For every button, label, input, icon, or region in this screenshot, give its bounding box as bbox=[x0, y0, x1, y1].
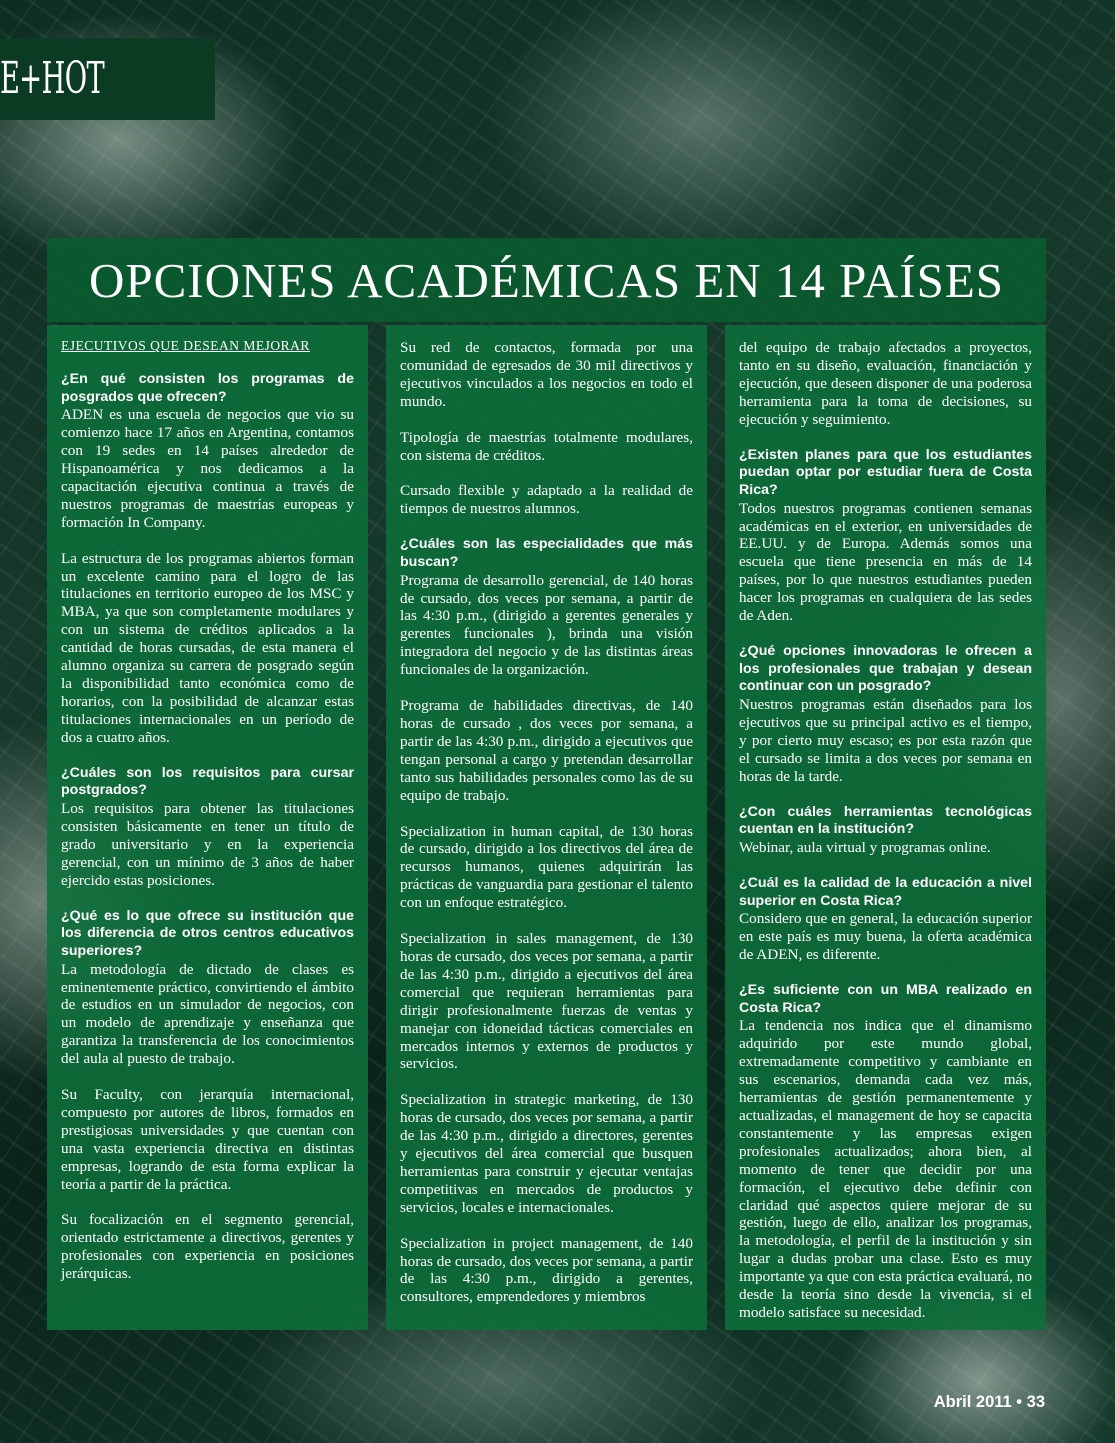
column-eyebrow: EJECUTIVOS QUE DESEAN MEJORAR bbox=[61, 338, 310, 353]
body-paragraph: Tipología de maestrías totalmente modulares, con sistema de créditos. bbox=[400, 428, 693, 464]
body-paragraph: La tendencia nos indica que el dinamismo adquirido por este mundo global, extremadamente competitivo y cambiante en sus escenarios, demanda cada vez más, herramientas de gestión permanentemente y actualizadas, el management de hoy se capacita constantemente y las empresas exigen profesionales actualizados; ahora bien, al momento de tener que decidir por una formación, el ejecutivo debe definir con claridad qué aspectos quiere mejorar de su gestión, luego de ello, analizar los programas, la metodología, el perfil de la institución y sin lugar a dudas probar una clase. Esto es muy importante ya que con esta práctica evaluará, no desde la teoría sino desde la vivencia, si el modelo satisface su necesidad. bbox=[739, 1017, 1032, 1321]
body-paragraph: ADEN es una escuela de negocios que vio su comienzo hace 17 años en Argentina, contamos con 19 sedes en 14 países alrededor de Hispanoamérica y nos dedicamos a la capacitación ejecutiva continua a través de nuestros programas de maestrías europeas y formación In Company. bbox=[61, 406, 354, 531]
body-paragraph: La estructura de los programas abiertos forman un excelente camino para el logro de las titulaciones en territorio europeo de los MSC y MBA, ya que son completamente modulares y con un sistema de créditos aplicados a la cantidad de horas cursadas, de esta manera el alumno organiza su carrera de posgrado según la disponibilidad tanto económica como de horarios, con la posibilidad de alcanzar estas titulaciones internacionales en un período de dos a cuatro años. bbox=[61, 549, 354, 746]
question-heading: ¿En qué consisten los programas de posgrados que ofrecen? bbox=[61, 370, 354, 405]
body-paragraph: Su red de contactos, formada por una comunidad de egresados de 30 mil directivos y ejecutivos vinculados a los negocios en todo el mundo. bbox=[400, 339, 693, 410]
question-heading: ¿Existen planes para que los estudiantes puedan optar por estudiar fuera de Costa Rica? bbox=[739, 446, 1032, 498]
article-column-1 bbox=[47, 325, 368, 1330]
body-paragraph: Cursado flexible y adaptado a la realidad de tiempos de nuestros alumnos. bbox=[400, 482, 693, 518]
body-paragraph: Todos nuestros programas contienen semanas académicas en el exterior, en universidades de EE.UU. y de Europa. Además somos una escuela que tiene presencia en más de 14 países, por lo que nuestros estudiantes pueden hacer los programas en cualquiera de las sedes de Aden. bbox=[739, 499, 1032, 625]
article-column-2 bbox=[386, 325, 707, 1330]
question-heading: ¿Es suficiente con un MBA realizado en Costa Rica? bbox=[739, 982, 1032, 1016]
body-paragraph: Specialization in strategic marketing, de 130 horas de cursado, dos veces por semana, a partir de las 4:30 p.m., dirigido a directores, gerentes y ejecutivos del área comercial que busquen herramientas para construir y ejecutar ventajas competitivas en mercados de productos y servicios, locales e internacionales. bbox=[400, 1091, 693, 1216]
question-heading: ¿Qué es lo que ofrece su institución que los diferencia de otros centros educativos superiores? bbox=[61, 907, 354, 959]
body-paragraph: Programa de desarrollo gerencial, de 140 horas de cursado, dos veces por semana, a partir de las 4:30 p.m., (dirigido a gerentes generales y gerentes funcionales ), brinda una visión integradora del negocio y de las distintas áreas funcionales de la organización. bbox=[400, 571, 693, 679]
body-paragraph: Specialization in project management, de 140 horas de cursado, dos veces por semana, a partir de las 4:30 p.m., dirigido a gerentes, consultores, emprendedores y miembros bbox=[400, 1234, 693, 1306]
body-paragraph: Webinar, aula virtual y programas online. bbox=[739, 839, 991, 857]
body-paragraph: Considero que en general, la educación superior en este país es muy buena, la oferta académica de ADEN, es diferente. bbox=[739, 910, 1032, 964]
article-title-bar bbox=[47, 238, 1046, 322]
body-paragraph: del equipo de trabajo afectados a proyectos, tanto en su diseño, evaluación, financiación y ejecución, que deseen disponer de una poderosa herramienta para la toma de decisiones, su ejecución y seguimiento. bbox=[739, 339, 1032, 428]
page-footer: Abril 2011 • 33 bbox=[933, 1393, 1045, 1411]
body-paragraph: Specialization in human capital, de 130 horas de cursado, dirigido a los directivos del área de recursos humanos, quienes adquirirán las prácticas de vanguardia para gestionar el talento con un enfoque estratégico. bbox=[400, 822, 693, 912]
question-heading: ¿Cuál es la calidad de la educación a nivel superior en Costa Rica? bbox=[739, 874, 1032, 909]
body-paragraph: Programa de habilidades directivas, de 140 horas de cursado , dos veces por semana, a partir de las 4:30 p.m., dirigido a ejecutivos que tengan personal a cargo y pretendan desarrollar tanto sus habilidades personales como las de su equipo de trabajo. bbox=[400, 697, 693, 804]
body-paragraph: Su focalización en el segmento gerencial, orientado estrictamente a directivos, gerentes y profesionales con experiencia en posiciones jerárquicas. bbox=[61, 1211, 354, 1283]
body-paragraph: Nuestros programas están diseñados para los ejecutivos que su principal activo es el tiempo, y por cierto muy escaso; es por esta razón que el cursado se limita a dos veces por semana en horas de la tarde. bbox=[739, 696, 1032, 785]
section-tag bbox=[0, 38, 215, 120]
body-paragraph: Specialization in sales management, de 130 horas de cursado, dos veces por semana, a partir de las 4:30 p.m., dirigido a ejecutivos del área comercial que requieran herramientas para dirigir profesionalmente fuerzas de ventas y manejar con idoneidad tácticas comerciales en mercados internos y externos de productos y servicios. bbox=[400, 930, 693, 1073]
section-tag-label: E+HOT bbox=[0, 53, 105, 104]
body-paragraph: Su Faculty, con jerarquía internacional, compuesto por autores de libros, formados en prestigiosas universidades y que cuentan con una vasta experiencia directiva en distintas empresas, logrando de esta forma explicar la teoría a partir de la práctica. bbox=[61, 1086, 354, 1193]
question-heading: ¿Qué opciones innovadoras le ofrecen a los profesionales que trabajan y desean continuar con un posgrado? bbox=[739, 642, 1032, 695]
article-column-3 bbox=[725, 325, 1046, 1330]
question-heading: ¿Con cuáles herramientas tecnológicas cuentan en la institución? bbox=[739, 803, 1032, 838]
body-paragraph: Los requisitos para obtener las titulaciones consisten básicamente en tener un título de grado universitario y en la experiencia gerencial, con un mínimo de 3 años de haber ejercido estas posiciones. bbox=[61, 799, 354, 889]
article-title: OPCIONES ACADÉMICAS EN 14 PAÍSES bbox=[88, 252, 1005, 308]
body-paragraph: La metodología de dictado de clases es eminentemente práctico, convirtiendo el ámbito de estudios en un simulador de negocios, con un modelo de aprendizaje y enseñanza que garantiza la transferencia de los conocimientos del aula al puesto de trabajo. bbox=[61, 960, 354, 1068]
question-heading: ¿Cuáles son las especialidades que más buscan? bbox=[400, 536, 693, 570]
question-heading: ¿Cuáles son los requisitos para cursar postgrados? bbox=[61, 764, 354, 799]
